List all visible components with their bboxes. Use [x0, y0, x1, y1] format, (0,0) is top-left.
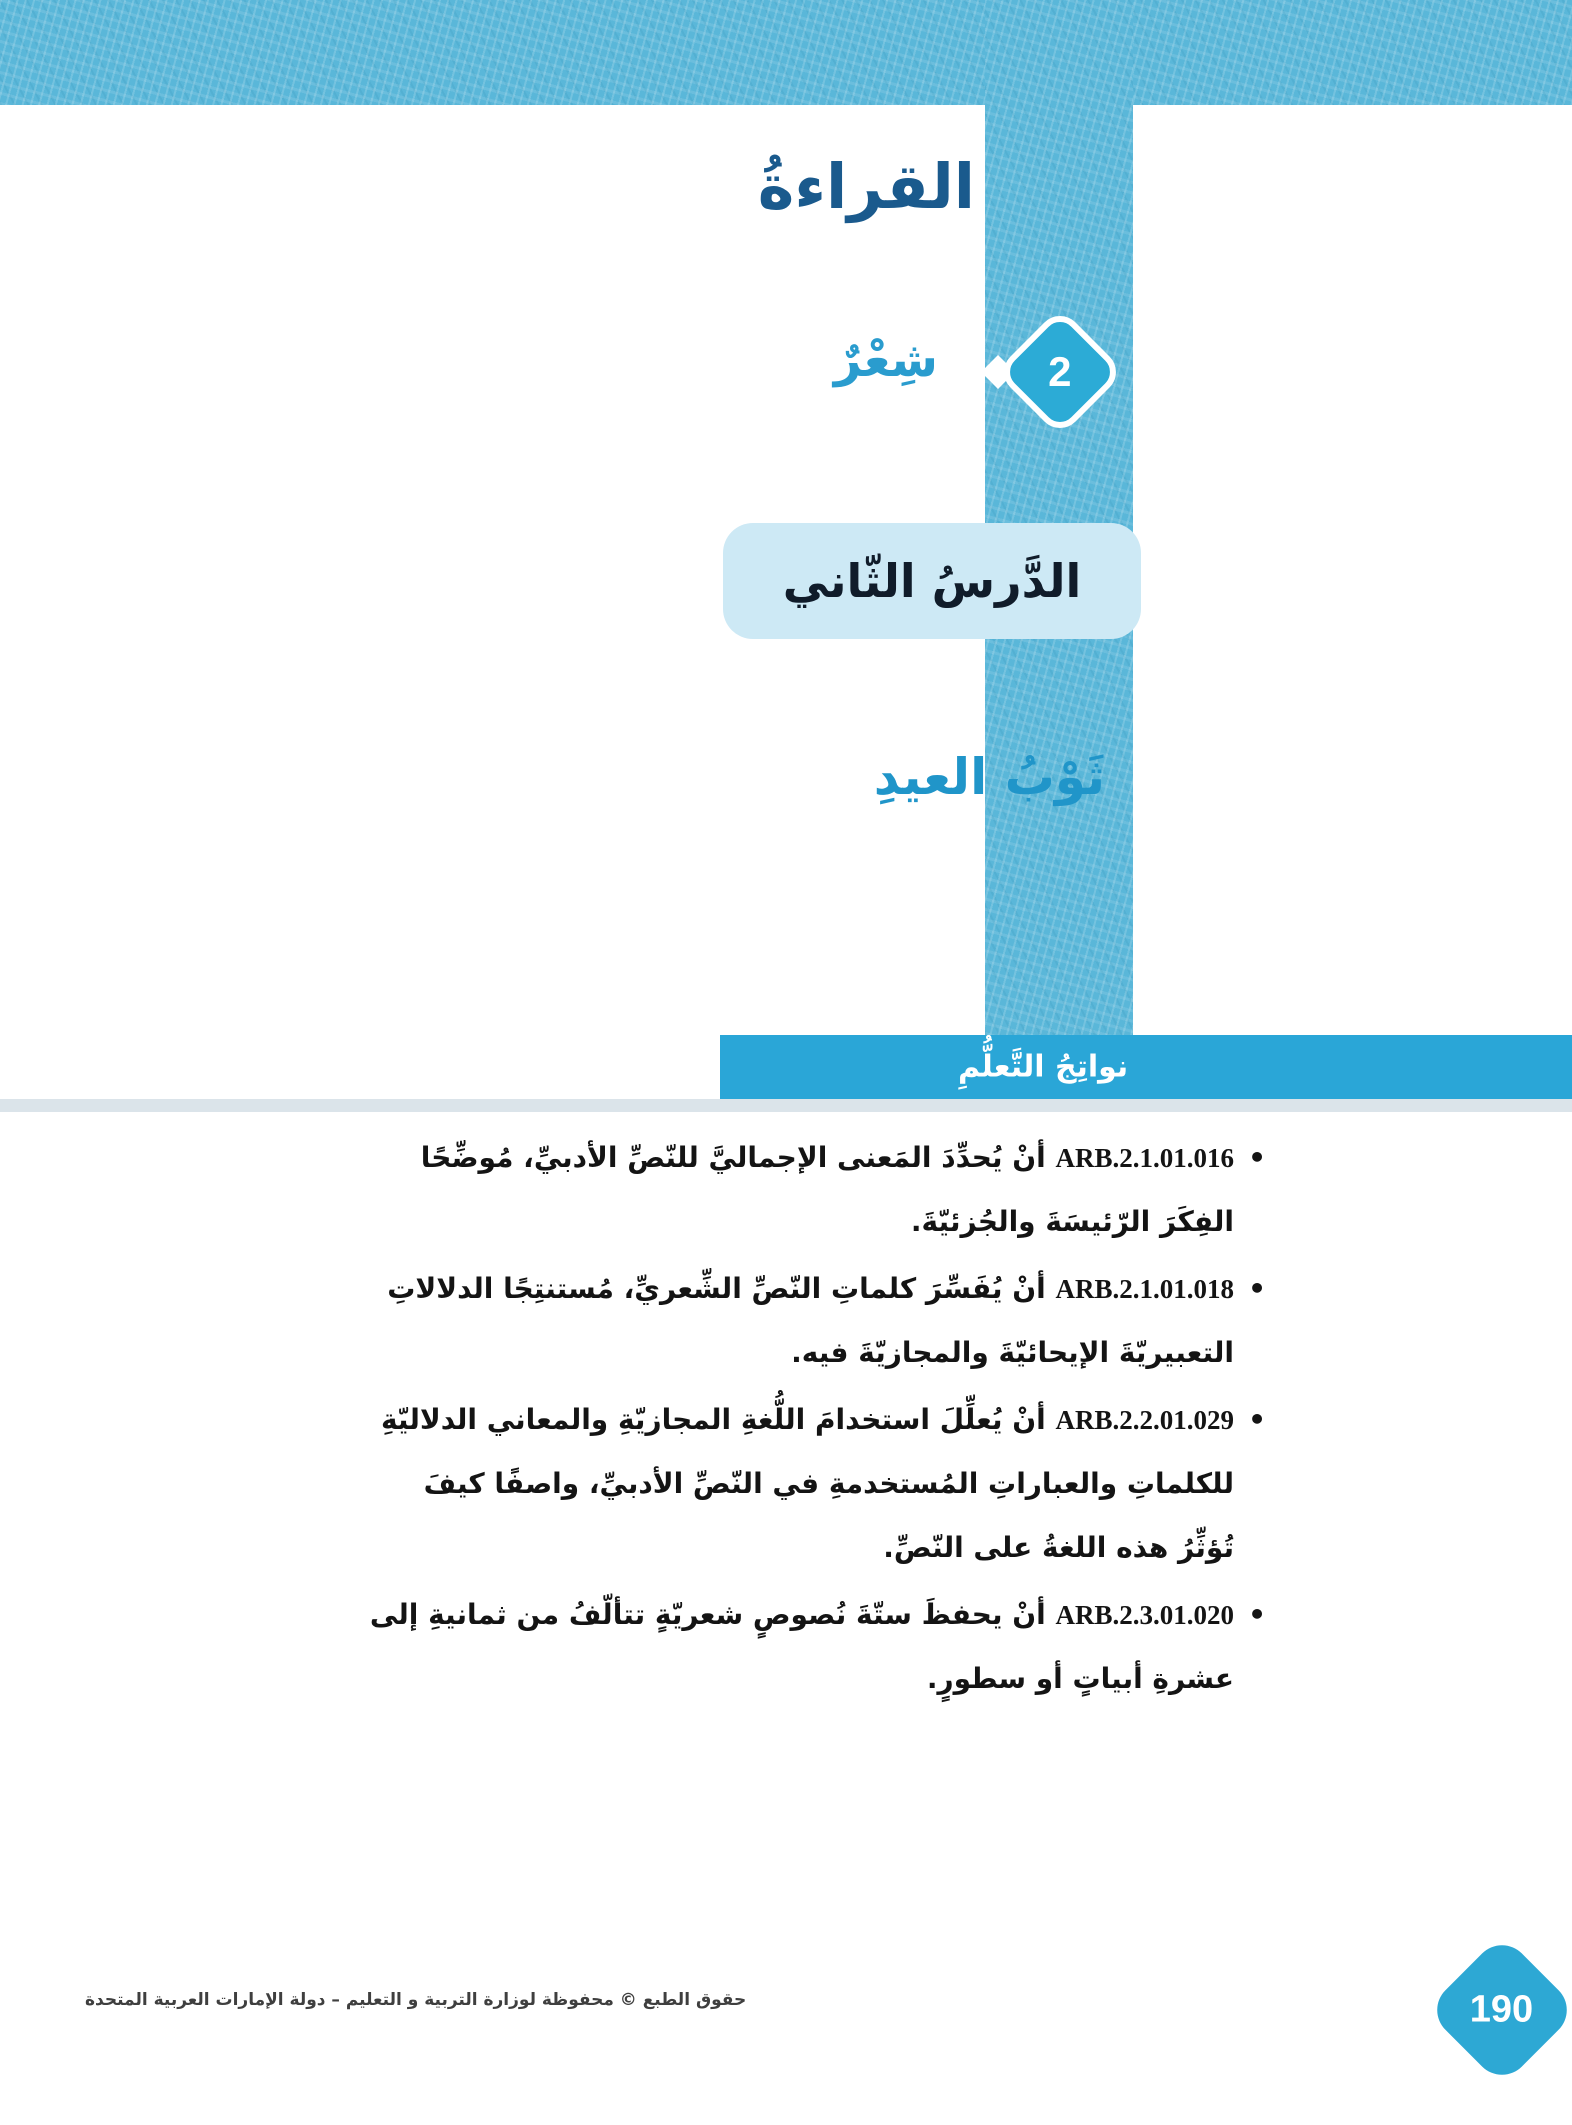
outcome-code: ARB.2.3.01.020 — [1055, 1599, 1234, 1630]
copyright-text: حقوق الطبع © محفوظة لوزارة التربية و التعليم – دولة الإمارات العربية المتحدة — [85, 1990, 747, 2010]
learning-outcome-item — [368, 1583, 1270, 1712]
vertical-ribbon-decoration — [985, 0, 1133, 1035]
outcome-code: ARB.2.2.01.029 — [1055, 1404, 1234, 1435]
learning-outcomes-bar — [720, 1035, 1572, 1099]
subject-title: القراءةُ — [757, 150, 975, 223]
outcome-code: ARB.2.1.01.018 — [1055, 1273, 1234, 1304]
divider-line — [0, 1099, 1572, 1112]
learning-outcomes-header: نواتِجُ التَّعلُّمِ — [958, 1049, 1129, 1085]
poem-title: ثَوْبُ العيدِ — [873, 748, 1105, 806]
lesson-pill — [723, 523, 1141, 639]
page-number: 190 — [1470, 1988, 1534, 2031]
outcome-text: أنْ يُفَسِّرَ كلماتِ النّصِّ الشِّعريِّ، مُستنتِجًا الدلالاتِ التعبيريّةَ الإيحائيّةَ والمجازيّةَ فيه. — [387, 1271, 1234, 1370]
lesson-number-label: 2 — [1048, 347, 1072, 395]
learning-outcome-item — [368, 1257, 1270, 1386]
learning-outcome-item — [368, 1388, 1270, 1581]
outcome-text: أنْ يحفظَ ستّةَ نُصوصٍ شعريّةٍ تتألّفُ من ثمانيةِ إلى عشرةِ أبياتٍ أو سطورٍ. — [369, 1597, 1234, 1696]
genre-label: شِعْرٌ — [833, 332, 938, 388]
learning-outcome-item — [368, 1126, 1270, 1255]
page-number-badge — [1426, 1934, 1572, 2087]
learning-outcomes-list — [368, 1126, 1270, 1714]
lesson-label: الدَّرسُ الثّاني — [782, 554, 1082, 608]
outcome-text: أنْ يُعلِّلَ استخدامَ اللُّغةِ المجازيّةِ والمعاني الدلاليّةِ للكلماتِ والعباراتِ المُستخدمةِ في النّصِّ الأدبيِّ، واصفًا كيفَ تُؤثِّرُ هذه اللغةُ على النّصِّ. — [380, 1402, 1234, 1565]
outcome-code: ARB.2.1.01.016 — [1055, 1143, 1234, 1173]
top-band-decoration — [0, 0, 1572, 105]
outcome-text: أنْ يُحدِّدَ المَعنى الإجماليَّ للنّصِّ الأدبيِّ، مُوضِّحًا الفِكَرَ الرّئيسَةَ والجُزئيّةَ. — [420, 1141, 1234, 1239]
